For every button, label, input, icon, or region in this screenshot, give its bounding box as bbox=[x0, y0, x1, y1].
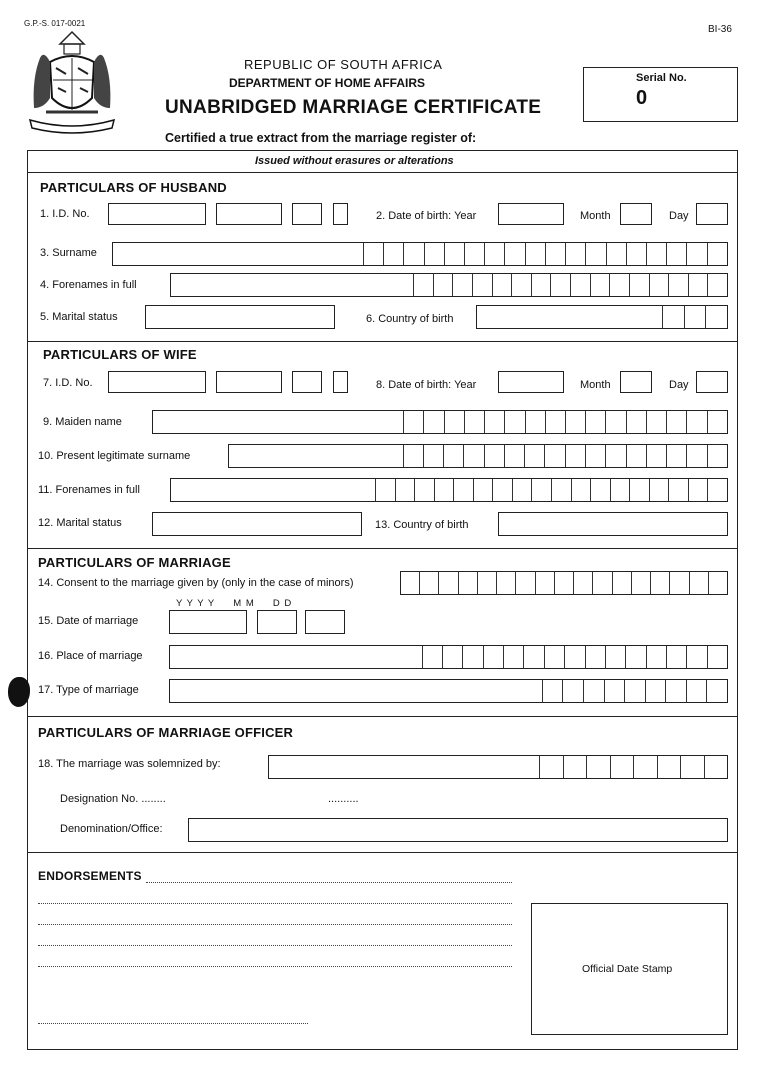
husband-surname-field[interactable] bbox=[112, 242, 728, 266]
wife-marital-label: 12. Marital status bbox=[38, 517, 122, 529]
husband-country-field[interactable] bbox=[476, 305, 728, 329]
marriage-year-field[interactable] bbox=[169, 610, 247, 634]
husband-dob-label: 2. Date of birth: Year bbox=[376, 210, 477, 222]
husband-forenames-label: 4. Forenames in full bbox=[40, 279, 137, 291]
wife-dob-year-field[interactable] bbox=[498, 371, 564, 393]
husband-id-field-3[interactable] bbox=[292, 203, 322, 225]
solemnized-label: 18. The marriage was solemnized by: bbox=[38, 758, 221, 770]
husband-id-label: 1. I.D. No. bbox=[40, 208, 90, 220]
husband-id-field-2[interactable] bbox=[216, 203, 282, 225]
divider bbox=[27, 716, 738, 717]
husband-country-label: 6. Country of birth bbox=[366, 313, 454, 325]
wife-id-field-3[interactable] bbox=[292, 371, 322, 393]
solemnized-by-field[interactable] bbox=[268, 755, 728, 779]
husband-id-field-4[interactable] bbox=[333, 203, 348, 225]
wife-forenames-field[interactable] bbox=[170, 478, 728, 502]
endorsement-line[interactable] bbox=[38, 966, 512, 967]
wife-dob-label: 8. Date of birth: Year bbox=[376, 379, 477, 391]
wife-id-field-1[interactable] bbox=[108, 371, 206, 393]
divider bbox=[27, 852, 738, 853]
wife-id-label: 7. I.D. No. bbox=[43, 377, 93, 389]
serial-value: 0 bbox=[636, 87, 648, 109]
husband-id-field-1[interactable] bbox=[108, 203, 206, 225]
endorsement-line[interactable] bbox=[38, 903, 512, 904]
divider bbox=[27, 172, 738, 173]
endorsement-line[interactable] bbox=[38, 924, 512, 925]
serial-number-box bbox=[583, 67, 738, 122]
husband-forenames-field[interactable] bbox=[170, 273, 728, 297]
marriage-place-field[interactable] bbox=[169, 645, 728, 669]
marriage-type-field[interactable] bbox=[169, 679, 728, 703]
wife-present-surname-label: 10. Present legitimate surname bbox=[38, 450, 191, 462]
denomination-label: Denomination/Office: bbox=[60, 823, 163, 835]
marriage-date-label: 15. Date of marriage bbox=[38, 615, 139, 627]
wife-month-label: Month bbox=[580, 379, 611, 391]
wife-id-field-4[interactable] bbox=[333, 371, 348, 393]
wife-section-heading: PARTICULARS OF WIFE bbox=[43, 347, 197, 362]
certificate-title: UNABRIDGED MARRIAGE CERTIFICATE bbox=[165, 97, 542, 118]
husband-dob-year-field[interactable] bbox=[498, 203, 564, 225]
husband-section-heading: PARTICULARS OF HUSBAND bbox=[40, 180, 227, 195]
marriage-section-heading: PARTICULARS OF MARRIAGE bbox=[38, 555, 231, 570]
form-reference: BI-36 bbox=[708, 24, 732, 35]
wife-marital-field[interactable] bbox=[152, 512, 362, 536]
wife-country-field[interactable] bbox=[498, 512, 728, 536]
husband-dob-month-field[interactable] bbox=[620, 203, 652, 225]
wife-country-label: 13. Country of birth bbox=[375, 519, 469, 531]
designation-label: Designation No. ........ bbox=[60, 793, 166, 805]
divider bbox=[27, 341, 738, 342]
consent-label: 14. Consent to the marriage given by (only in the case of minors) bbox=[38, 577, 354, 589]
endorsement-line[interactable] bbox=[146, 882, 512, 883]
endorsement-line[interactable] bbox=[38, 1023, 308, 1024]
officer-section-heading: PARTICULARS OF MARRIAGE OFFICER bbox=[38, 725, 294, 740]
coat-of-arms-emblem bbox=[26, 28, 118, 136]
husband-month-label: Month bbox=[580, 210, 611, 222]
wife-day-label: Day bbox=[669, 379, 689, 391]
official-date-stamp-label: Official Date Stamp bbox=[582, 963, 673, 975]
issued-note: Issued without erasures or alterations bbox=[255, 155, 454, 167]
marriage-type-label: 17. Type of marriage bbox=[38, 684, 139, 696]
husband-surname-label: 3. Surname bbox=[40, 247, 97, 259]
department-heading: DEPARTMENT OF HOME AFFAIRS bbox=[229, 76, 425, 90]
consent-field[interactable] bbox=[400, 571, 728, 595]
marriage-day-field[interactable] bbox=[305, 610, 345, 634]
official-date-stamp-box bbox=[531, 903, 728, 1035]
certified-extract-text: Certified a true extract from the marriage register of: bbox=[165, 131, 477, 145]
wife-maiden-field[interactable] bbox=[152, 410, 728, 434]
husband-day-label: Day bbox=[669, 210, 689, 222]
endorsements-heading: ENDORSEMENTS bbox=[38, 869, 142, 883]
wife-present-surname-field[interactable] bbox=[228, 444, 728, 468]
endorsement-line[interactable] bbox=[38, 945, 512, 946]
serial-label: Serial No. bbox=[636, 72, 687, 84]
denomination-field[interactable] bbox=[188, 818, 728, 842]
wife-id-field-2[interactable] bbox=[216, 371, 282, 393]
marriage-month-field[interactable] bbox=[257, 610, 297, 634]
designation-dots: .......... bbox=[328, 793, 359, 805]
republic-heading: REPUBLIC OF SOUTH AFRICA bbox=[244, 57, 443, 72]
husband-marital-label: 5. Marital status bbox=[40, 311, 118, 323]
husband-marital-field[interactable] bbox=[145, 305, 335, 329]
date-format-hint: Y Y Y Y M M D D bbox=[176, 598, 293, 609]
form-code: G.P.-S. 017-0021 bbox=[24, 19, 86, 28]
husband-dob-day-field[interactable] bbox=[696, 203, 728, 225]
marriage-place-label: 16. Place of marriage bbox=[38, 650, 143, 662]
divider bbox=[27, 548, 738, 549]
wife-dob-month-field[interactable] bbox=[620, 371, 652, 393]
wife-dob-day-field[interactable] bbox=[696, 371, 728, 393]
wife-forenames-label: 11. Forenames in full bbox=[38, 484, 140, 496]
wife-maiden-label: 9. Maiden name bbox=[43, 416, 122, 428]
